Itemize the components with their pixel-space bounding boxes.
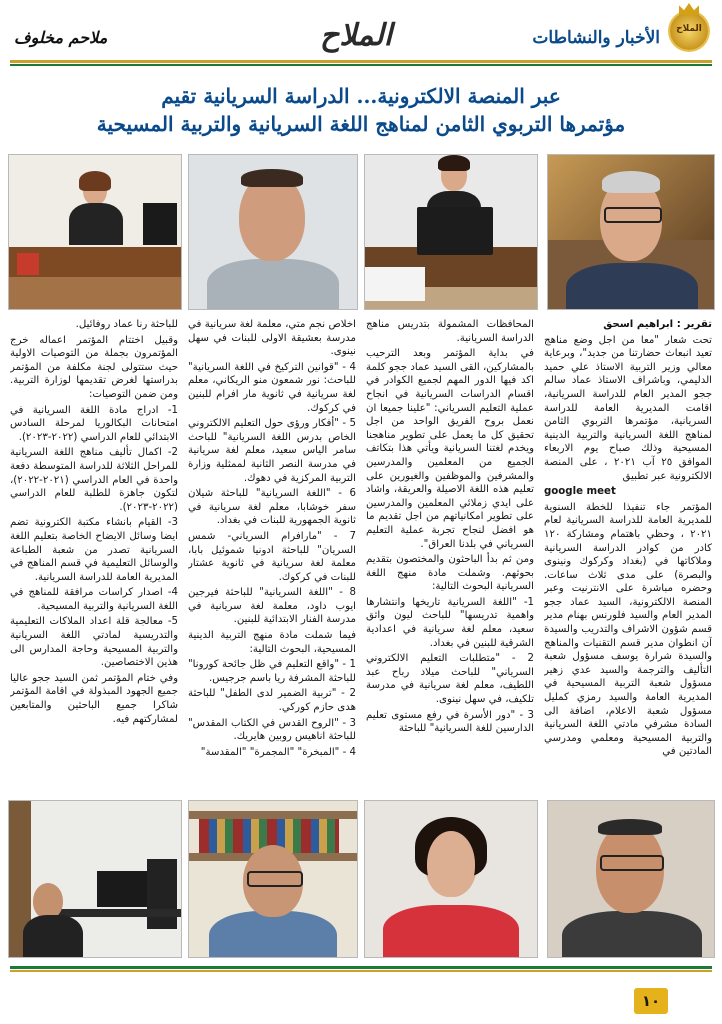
headline-line-1: عبر المنصة الالكترونية... الدراسة السريانية تقيم <box>161 84 561 108</box>
article-column-3 <box>188 318 356 790</box>
article-column-1 <box>544 318 712 790</box>
list-item: 5- معالجة قلة اعداد الملاكات التعليمية والتدريسية لمادتي اللغة السريانية والتربية المسيحية وحاجة المدارس الى هذين الاختصاصين. <box>10 616 178 669</box>
paragraph: للباحثة رنا عماد روفائيل. <box>75 319 178 330</box>
header-green-rule <box>10 64 712 66</box>
headline-line-2: مؤتمرها التربوي الثامن لمناهج اللغة السريانية والتربية المسيحية <box>96 112 626 136</box>
list-item: 1- "اللغة السريانية تاريخها وانتشارها واهمية تدريسها" للباحث ليون واثق سعيد، معلم لغة سريانية في اعدادية الشرقية للبنين في بغداد. <box>366 596 534 649</box>
app-name: google meet <box>544 486 616 498</box>
list-item: 1 - "واقع التعليم في ظل جائحة كورونا" للباحثة المشرفة ريا باسم جرجيس. <box>188 659 356 684</box>
footer-green-rule <box>10 966 712 969</box>
article-headline <box>20 82 702 138</box>
list-item: 3 - "دور الأسرة في رفع مستوى تعليم الدارسين للغة السريانية" للباحثة <box>366 709 534 735</box>
paragraph: المحافظات المشمولة بتدريس مناهج الدراسة السريانية. <box>366 319 534 344</box>
photo-speaker-glasses <box>547 154 715 310</box>
list-item: 2- اكمال تأليف مناهج اللغة السريانية للمراحل الثلاثة للدراسة المتوسطة دفعة واحدة في العام الدراسي (٢٠٢١-٢٠٢٢)، لتكون جاهزة للطلبة للعام الدراسي (٢٠٢٢-٢٠٢٣). <box>10 447 178 513</box>
page-number: ١٠ <box>634 988 668 1014</box>
list-item: 3 - "الروح القدس في الكتاب المقدس" للباحثة اناهيس روبين هايريك. <box>188 717 356 743</box>
list-item: 6 - "اللغة السريانية" للباحثة شيلان سفر خوشابا، معلم لغة سريانية في ثانوية الجمهورية للبنات في بغداد. <box>188 488 356 527</box>
report-byline: تقرير : ابراهيم اسحق <box>603 319 712 330</box>
logo-text: الملاح <box>676 24 702 34</box>
photo-woman-office <box>364 154 538 310</box>
paragraph: في بداية المؤتمر وبعد الترحيب بالمشاركين، القى السيد عماد ججو كلمة اكد فيها الدور المهم لجميع الكوادر في اقسام الدراسات السريانية في انجاح عملية التعليم السرياني: "علينا جميعا ان نعمل بروح الفريق الواحد من اجل تحقيق كل ما يعمل على تطوير مناهجنا ويخدم لغتنا السريانية ويأتي هذا بتكاتف الجميع من المعلمين والمدرسين والمشرفين والموظفين والغيورين على تعليم هذه اللغة الاصيلة والعريقة، واشاد على ايدي زملائي المعلمين والمدرسين على تطوير امكانياتهم من اجل تقديم ما هو افضل لنجاح تجربة عملية التعليم السرياني في بلدنا العراق". <box>366 348 534 550</box>
list-item: 7 - "مارافرام السرياني- شمس السريان" للباحثة ادونيا شموئيل بابا، معلمة لغة سريانية في ثانوية عشتار للبنات في كركوك. <box>188 530 356 583</box>
photo-man-video <box>188 154 358 310</box>
list-item: 8 - "اللغة السريانية" للباحثة فيرجين ايوب داود، معلمة لغة سريانية في مدرسة الفنار الابتدائية للبنين. <box>188 587 356 626</box>
paragraph: وقبيل اختتام المؤتمر اعماله خرج المؤتمرون بجملة من التوصيات الاولية حيث ستتولى لجنة مكلفة من المؤتمر بدراستها لغرض تقديمها لوزارة التربية. ومن ضمن التوصيات: <box>10 334 178 400</box>
paragraph: فيما شملت مادة منهج التربية الدينية المسيحية، البحوث التالية: <box>188 630 356 655</box>
photo-woman-desk <box>8 154 182 310</box>
magazine-logo-icon <box>670 12 708 50</box>
header-left-label: ملاحم مخلوف <box>14 28 108 47</box>
paragraph: تحت شعار "معا من اجل وضع مناهج تعيد انبعاث حضارتنا من جديد"، وبرعاية معالي وزير التربية الاستاذ علي حميد الدليمي، وباشراف الاستاذ عماد سالم ججو المدير العام للدراسة السريانية، اقامت المديرية العامة للدراسة السريانية، مؤتمرها التربوي الثامن لمناهج اللغة السريانية والتربية الدينية المسيحية وذلك صباح يوم الاربعاء الموافق ٢٥ آب ٢٠٢١ ، على المنصة الالكترونية عبر تطبيق <box>544 334 712 482</box>
article-columns <box>8 318 714 790</box>
list-item: 3- القيام بانشاء مكتبة الكترونية تضم ايضا وسائل الايضاح الخاصة بتعليم اللغة السريانية تصدر من شعبة الطباعة والوسائل التعليمية في قسم المناهج في المديرية العامة للدراسة السريانية. <box>10 517 178 583</box>
paragraph: اخلاص نجم متي، معلمة لغة سريانية في مدرسة بعشيقة الاولى للبنات في سهل نينوى. <box>188 319 356 358</box>
section-label: الأخبار والنشاطات <box>532 28 660 48</box>
photo-man-glasses-2 <box>547 800 715 958</box>
list-item: 4 - "قوانين التركيخ في اللغة السريانية" للباحث: نور شمعون منو الريكاني، معلم لغة سريانية في ثانوية مار افرام للبنين في كركوك. <box>188 361 356 414</box>
paragraph: المؤتمر جاء تنفيذا للخطة السنوية للمديرية العامة للدراسة السريانية لعام ٢٠٢١ ، وحظي باهتمام ومشاركة ١٢٠ كادر من كوادر الدراسة السريانية وملاكاتها في (بغداد وكركوك ونينوى والبصرة) على مدى ثلاث ساعات. وحضره مباشرة على الانترنيت وعبر المنصة الالكترونية، السيد عماد ججو المدير العام والسيد فلورنس بهنام مدير قسم شؤون الاشراف والتدريب والسيدة آن انطوان مدير قسم التقنيات والمناهج والسيدة شرارة يوسف مسؤول شعبة التأليف والترجمة والسيد عدي زهير مسؤول شعبة التربية المسيحية في المديرية العامة والسيد رمزي كمليل مسؤول شعبة الاعلام، اضافة الى السادة مشرفي مادتي اللغة السريانية والتربية المسيحية ومعلمي ومدرسي المادتين في <box>544 501 712 758</box>
list-item: 2 - "تربية الضمير لدى الطفل" للباحثة هدى حازم كوركي. <box>188 688 356 714</box>
list-item: 5 - "أفكار ورؤى حول التعليم الالكتروني الخاص بدرس اللغة السريانية" للباحث سامر الياس سعيد، معلم لغة سريانية في مدرسة النصر الثانية لممثلية وزارة التربية المركزية في دهوك. <box>188 418 356 484</box>
article-column-4 <box>10 318 178 790</box>
list-item: 2 - "متطلبات التعليم الالكتروني السرياني" للباحث ميلاد رباح عبد اللطيف، معلم لغة سريانية في مدرسة تلكيف، في سهل نينوى. <box>366 653 534 706</box>
list-item: 1- ادراج مادة اللغة السريانية في امتحانات البكالوريا لمرحلة السادس الابتدائي للعام الدراسي (٢٠٢٢-٢٠٢٣). <box>10 404 178 443</box>
paragraph: ومن ثم بدأ الباحثون والمختصون بتقديم بحوثهم. وشملت مادة منهج اللغة السريانية البحوث التالية: <box>366 554 534 593</box>
photo-woman-video <box>364 800 538 958</box>
article-column-2 <box>366 318 534 790</box>
list-item: 4- اصدار كراسات مرافقة للمناهج في اللغة السريانية والتربية المسيحية. <box>10 587 178 612</box>
header-gold-rule <box>10 60 712 63</box>
page-header <box>0 0 722 64</box>
photo-man-computer <box>8 800 182 958</box>
photo-man-books <box>188 800 358 958</box>
magazine-name: الملاح <box>320 18 393 53</box>
paragraph: وفي ختام المؤتمر ثمن السيد ججو عاليا جميع الجهود المبذولة في اقامة المؤتمر شاكرا جميع الباحثين والمتابعين لمشاركتهم فيه. <box>10 672 178 725</box>
footer-gold-rule <box>10 970 712 972</box>
list-item: 4 - "المبخرة" "المجمرة" "المقدسة" <box>200 746 356 758</box>
